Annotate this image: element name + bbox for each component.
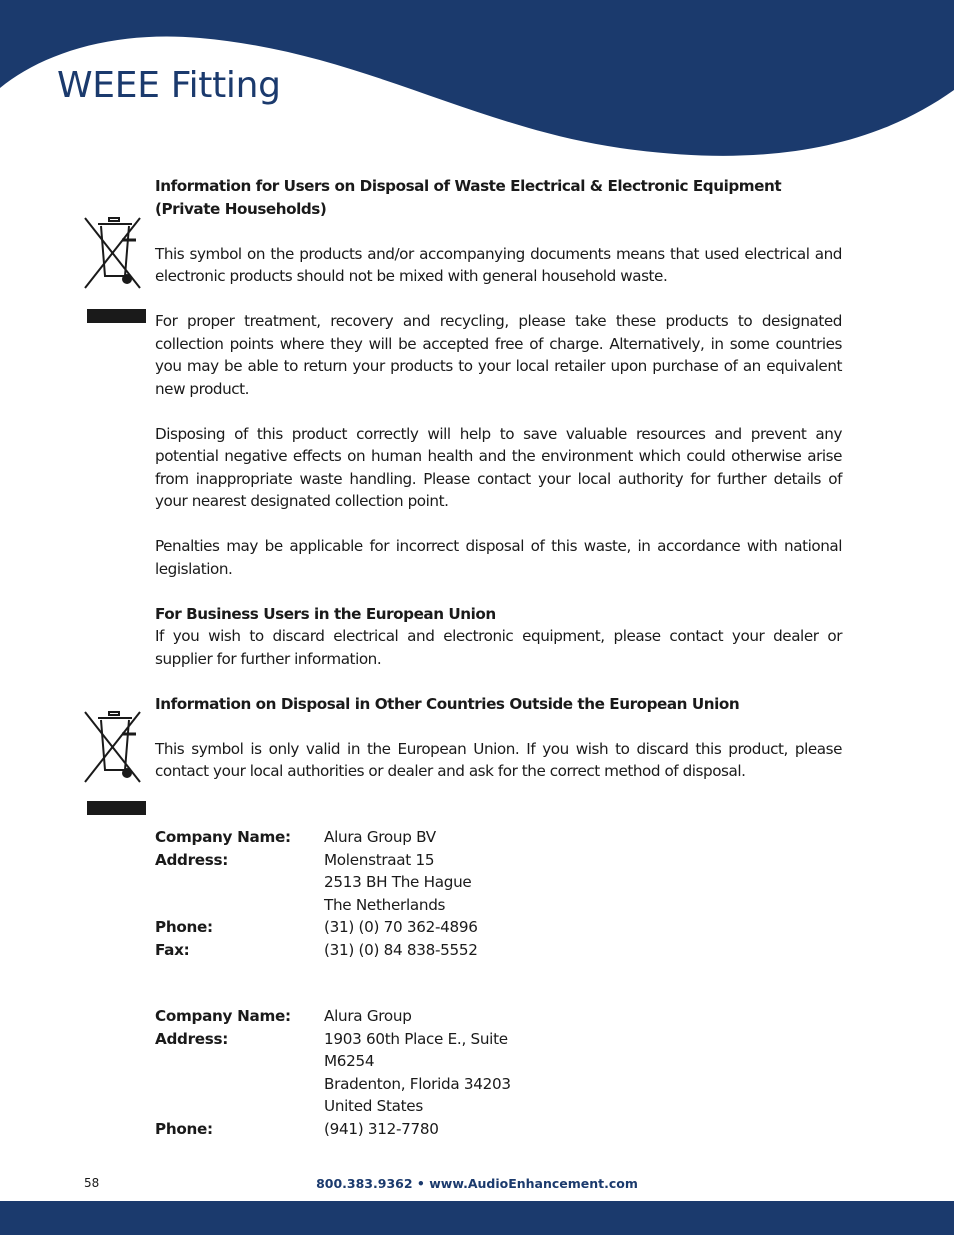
company-name: Alura Group BV xyxy=(324,828,436,846)
page-title: WEEE Fitting xyxy=(57,65,281,106)
company-name-label: Company Name: xyxy=(155,1007,291,1025)
address-line: The Netherlands xyxy=(324,895,446,914)
phone-label: Phone: xyxy=(155,1119,213,1138)
address-line: Molenstraat 15 xyxy=(324,850,435,869)
section-heading xyxy=(155,175,842,220)
company-info-block xyxy=(155,1005,511,1140)
paragraph: If you wish to discard electrical and electronic equipment, please contact your dealer or supplier for further information. xyxy=(155,627,842,668)
address-line: 2513 BH The Hague xyxy=(324,873,472,891)
heading-line-2: (Private Households) xyxy=(155,199,327,218)
phone-label: Phone: xyxy=(155,918,213,936)
fax-number: (31) (0) 84 838-5552 xyxy=(324,940,478,959)
crossed-out-wheeled-bin-icon xyxy=(80,214,144,292)
page-number: 58 xyxy=(84,1176,100,1190)
phone-number: (31) (0) 70 362-4896 xyxy=(324,918,478,936)
address-line: 1903 60th Place E., Suite xyxy=(324,1029,508,1048)
paragraph: For proper treatment, recovery and recycling, please take these products to designated collection points where they will be accepted free of charge. Alternatively, in some countries you may be able to return your products to your local retailer upon purchase of an equivalent new product. xyxy=(155,312,842,398)
paragraph: Penalties may be applicable for incorrect disposal of this waste, in accordance with national legislation. xyxy=(155,537,842,578)
footer-bar xyxy=(0,1201,954,1235)
paragraph: Disposing of this product correctly will help to save valuable resources and prevent any potential negative effects on human health and the environment which could otherwise arise from inappropriate waste handling. Please contact your local authority for further details of your nearest designated collection point. xyxy=(155,424,842,510)
heading-line-1: Information for Users on Disposal of Waste Electrical & Electronic Equipment xyxy=(155,177,782,195)
address-line: Bradenton, Florida 34203 xyxy=(324,1074,511,1093)
company-name: Alura Group xyxy=(324,1007,412,1025)
phone-number: (941) 312-7780 xyxy=(324,1119,439,1138)
company-info-block xyxy=(155,826,478,961)
address-line: United States xyxy=(324,1097,423,1115)
section-heading: For Business Users in the European Union xyxy=(155,604,496,623)
section-heading: Information on Disposal in Other Countries Outside the European Union xyxy=(155,694,740,713)
main-content xyxy=(155,175,842,805)
bin-underline-bar xyxy=(87,801,146,815)
footer-contact: 800.383.9362 • www.AudioEnhancement.com xyxy=(316,1176,638,1191)
bin-underline-bar xyxy=(87,309,146,323)
crossed-out-wheeled-bin-icon xyxy=(80,708,144,786)
company-name-label: Company Name: xyxy=(155,828,291,846)
paragraph: This symbol on the products and/or accompanying documents means that used electrical and electronic products should not be mixed with general household waste. xyxy=(155,244,842,285)
fax-label: Fax: xyxy=(155,940,190,959)
address-label: Address: xyxy=(155,850,229,869)
address-label: Address: xyxy=(155,1029,229,1048)
paragraph: This symbol is only valid in the European Union. If you wish to discard this product, please contact your local authorities or dealer and ask for the correct method of disposal. xyxy=(155,739,842,780)
address-line: M6254 xyxy=(324,1052,375,1070)
